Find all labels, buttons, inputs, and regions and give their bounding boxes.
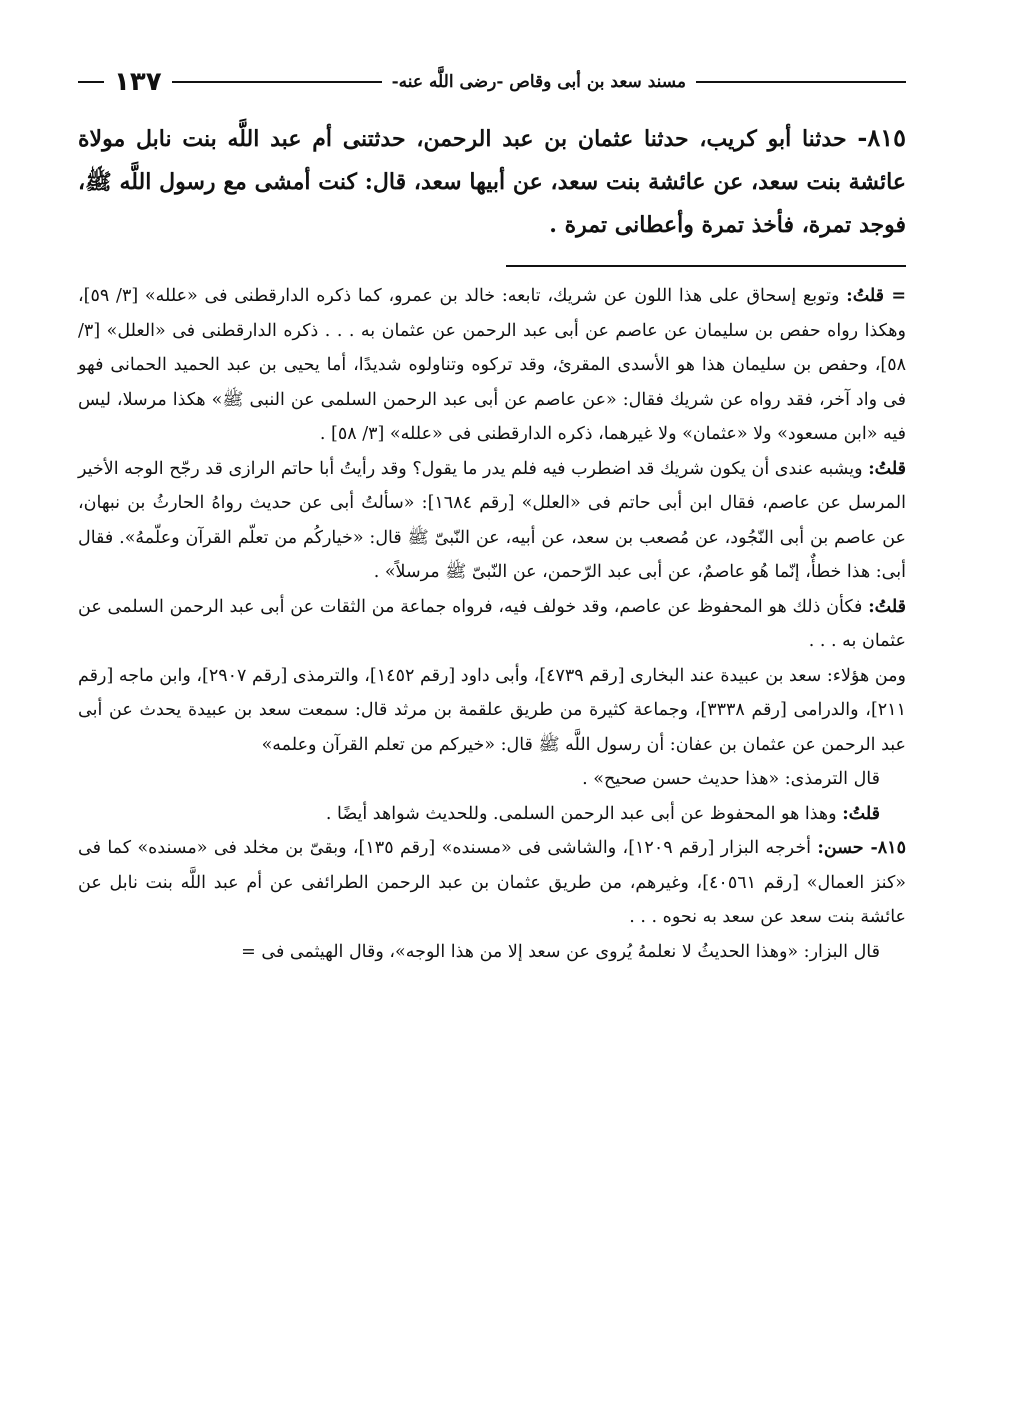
running-header [78, 62, 906, 102]
header-dash [78, 81, 104, 83]
hadith-text-block [78, 116, 906, 247]
note-paragraph [78, 831, 906, 935]
note-text: أخرجه البزار [رقم ١٢٠٩]، والشاشى فى «مسنده» [رقم ١٣٥]، وبقىّ بن مخلد فى «مسنده» كما فى «كنز العمال» [رقم ٤٠٥٦١]، وغيرهم، من طريق عثمان بن عبد الرحمن الطرائفى عن أم عبد اللَّه بنت نابل عن عائشة بنت سعد عن سعد به نحوه . . . [78, 838, 906, 927]
page [78, 62, 906, 1371]
note-text: وتوبع إسحاق على هذا اللون عن شريك، تابعه: خالد بن عمرو، كما ذكره الدارقطنى فى «علله» [٣/ ٥٩]، وهكذا رواه حفص بن سليمان عن عاصم عن أبى عبد الرحمن عن عثمان به . . . ذكره الدارقطنى فى «العلل» [٣/ ٥٨]، وحفص بن سليمان هذا هو الأسدى المقرئ، وقد تركوه وتناولوه شديدًا، أما يحيى بن عبد الحميد الحمانى فهو فى واد آخر، فقد رواه عن شريك فقال: «عن عاصم عن أبى عبد الرحمن السلمى عن النبى ﷺ» هكذا مرسلا، ليس فيه «ابن مسعود» ولا «عثمان» ولا غيرهما، ذكره الدارقطنى فى «علله» [٣/ ٥٨] . [78, 286, 906, 444]
note-text: قال الترمذى: «هذا حديث حسن صحيح» . [582, 769, 880, 789]
header-rule-left [172, 81, 382, 83]
header-title: مسند سعد بن أبى وقاص -رضى اللَّه عنه- [391, 72, 687, 92]
footnote-separator [506, 265, 906, 267]
note-text: ومن هؤلاء: سعد بن عبيدة عند البخارى [رقم ٤٧٣٩]، وأبى داود [رقم ١٤٥٢]، والترمذى [رقم ٢٩٠٧]، وابن ماجه [رقم ٢١١]، والدرامى [رقم ٣٣٣٨]، وجماعة كثيرة من طريق علقمة بن مرثد قال: سمعت سعد بن عبيدة يحدث عن أبى عبد الرحمن عن عثمان بن عفان: أن رسول اللَّه ﷺ قال: «خيركم من تعلم القرآن وعلمه» [77, 665, 906, 755]
note-lead: ٨١٥- حسن: [817, 838, 906, 858]
note-paragraph [78, 590, 906, 659]
header-rule-right [696, 81, 906, 83]
note-paragraph [78, 452, 906, 590]
note-paragraph [78, 797, 906, 832]
note-lead: قلتُ: [842, 803, 880, 824]
note-text: فكأن ذلك هو المحفوظ عن عاصم، وقد خولف فيه، فرواه جماعة من الثقات عن أبى عبد الرحمن السلمى عن عثمان به . . . [78, 596, 906, 651]
note-lead: قلتُ: [868, 458, 906, 479]
note-paragraph [78, 935, 906, 970]
hadith-number: ٨١٥- [857, 123, 906, 152]
hadith-text: حدثنا أبو كريب، حدثنا عثمان بن عبد الرحمن، حدثتنى أم عبد اللَّه بنت نابل مولاة عائشة بنت سعد، عن عائشة بنت سعد، عن أبيها سعد، قال: كنت أمشى مع رسول اللَّه ﷺ، فوجد تمرة، فأخذ تمرة وأعطانى تمرة . [78, 126, 906, 238]
note-lead: = قلتُ: [846, 286, 906, 306]
note-text: وهذا هو المحفوظ عن أبى عبد الرحمن السلمى. وللحديث شواهد أيضًا . [325, 803, 837, 824]
note-paragraph [78, 659, 906, 763]
page-number: ١٣٧ [114, 67, 162, 97]
note-text: ويشبه عندى أن يكون شريك قد اضطرب فيه فلم يدر ما يقول؟ وقد رأيتُ أبا حاتم الرازى قد رجّح الوجه الأخير المرسل عن عاصم، فقال ابن أبى حاتم فى «العلل» [رقم ١٦٨٤]: «سألتُ أبى عن حديث رواهُ الحارثُ بن نبهان، عن عاصم بن أبى النّجُود، عن مُصعب بن سعد، عن أبيه، عن النّبىّ ﷺ قال: «خياركُم من تعلّم القرآن وعلّمهُ». فقال أبى: هذا خطأٌ، إنّما هُو عاصمٌ، عن أبى عبد الرّحمن، عن النّبىّ ﷺ مرسلاً» . [78, 458, 906, 582]
note-paragraph [78, 762, 906, 797]
note-lead: قلتُ: [868, 596, 906, 617]
commentary [78, 279, 906, 969]
note-paragraph [78, 279, 906, 452]
note-text: قال البزار: «وهذا الحديثُ لا نعلمهُ يُروى عن سعد إلا من هذا الوجه»، وقال الهيثمى فى = [241, 941, 880, 962]
